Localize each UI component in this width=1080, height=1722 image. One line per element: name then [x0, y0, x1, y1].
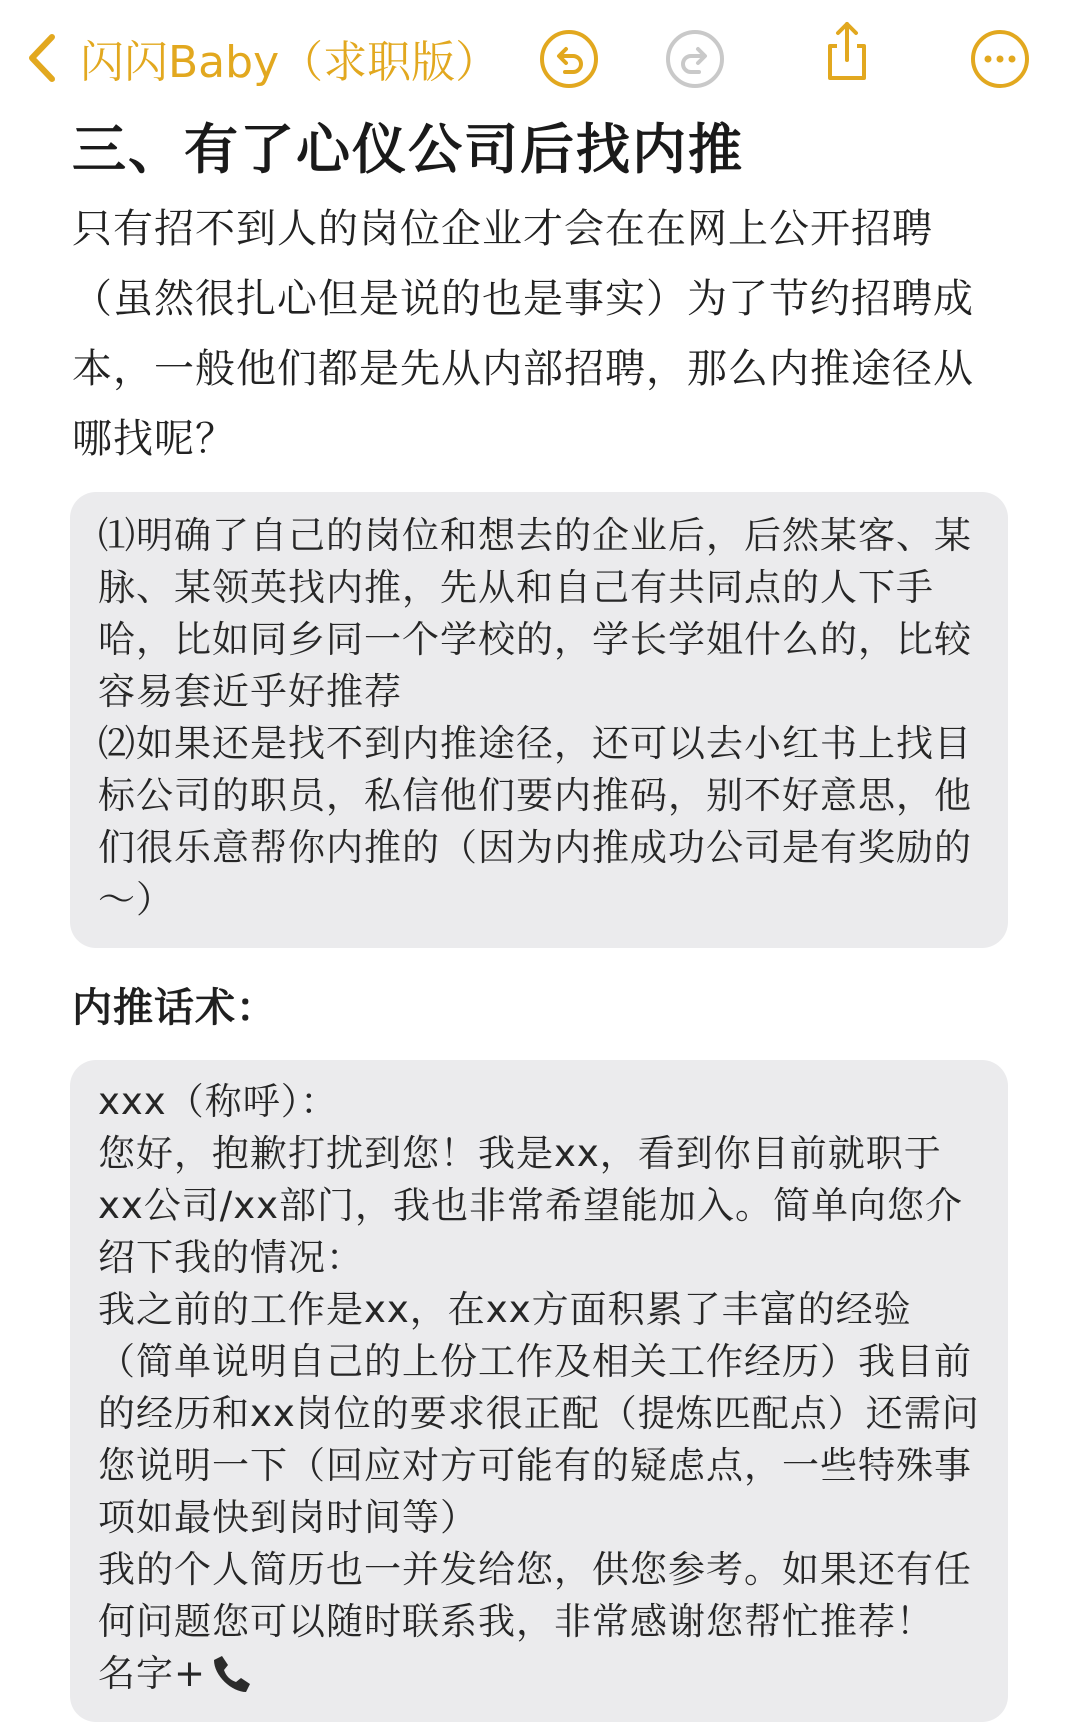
share-button[interactable]	[816, 20, 878, 82]
phone-icon	[210, 1652, 254, 1696]
script-signoff	[98, 1648, 986, 1700]
tip-item-1: ⑴明确了自己的岗位和想去的企业后，后然某客、某脉、某领英找内推，先从和自己有共同点的人下手哈，比如同乡同一个学校的，学长学姐什么的，比较容易套近乎好推荐	[98, 514, 972, 713]
more-icon	[969, 28, 1031, 90]
script-block	[70, 1060, 1008, 1722]
back-button[interactable]	[22, 22, 499, 94]
redo-icon	[664, 28, 726, 90]
undo-button[interactable]	[538, 28, 600, 90]
chevron-left-icon	[22, 31, 62, 85]
back-label: 闪闪Baby（求职版）	[80, 37, 500, 88]
signoff-text: 名字+	[98, 1652, 207, 1695]
script-line-intro: 您好，抱歉打扰到您！我是xx，看到你目前就职于xx公司/xx部门，我也非常希望能加入。简单向您介绍下我的情况：	[98, 1132, 964, 1279]
script-title: 内推话术：	[72, 985, 277, 1031]
more-button[interactable]	[969, 28, 1031, 90]
script-line-closing: 我的个人简历也一并发给您，供您参考。如果还有任何问题您可以随时联系我，非常感谢您帮忙推荐！	[98, 1548, 972, 1643]
tip-item-2: ⑵如果还是找不到内推途径，还可以去小红书上找目标公司的职员，私信他们要内推码，别不好意思，他们很乐意帮你内推的（因为内推成功公司是有奖励的～）	[98, 722, 972, 921]
redo-button[interactable]	[664, 28, 726, 90]
undo-icon	[538, 28, 600, 90]
script-line-greeting: xxx（称呼）：	[98, 1080, 339, 1123]
note-heading: 三、有了心仪公司后找内推	[72, 118, 744, 181]
navigation-bar	[0, 0, 1080, 116]
intro-paragraph: 只有招不到人的岗位企业才会在在网上公开招聘（虽然很扎心但是说的也是事实）为了节约招聘成本，一般他们都是先从内部招聘，那么内推途径从哪找呢？	[72, 206, 974, 462]
note-body[interactable]	[72, 112, 1012, 1722]
script-line-experience: 我之前的工作是xx，在xx方面积累了丰富的经验（简单说明自己的上份工作及相关工作经历）我目前的经历和xx岗位的要求很正配（提炼匹配点）还需问您说明一下（回应对方可能有的疑虑点，一些特殊事项如最快到岗时间等）	[98, 1288, 980, 1539]
tips-block	[70, 492, 1008, 948]
share-icon	[816, 20, 878, 82]
